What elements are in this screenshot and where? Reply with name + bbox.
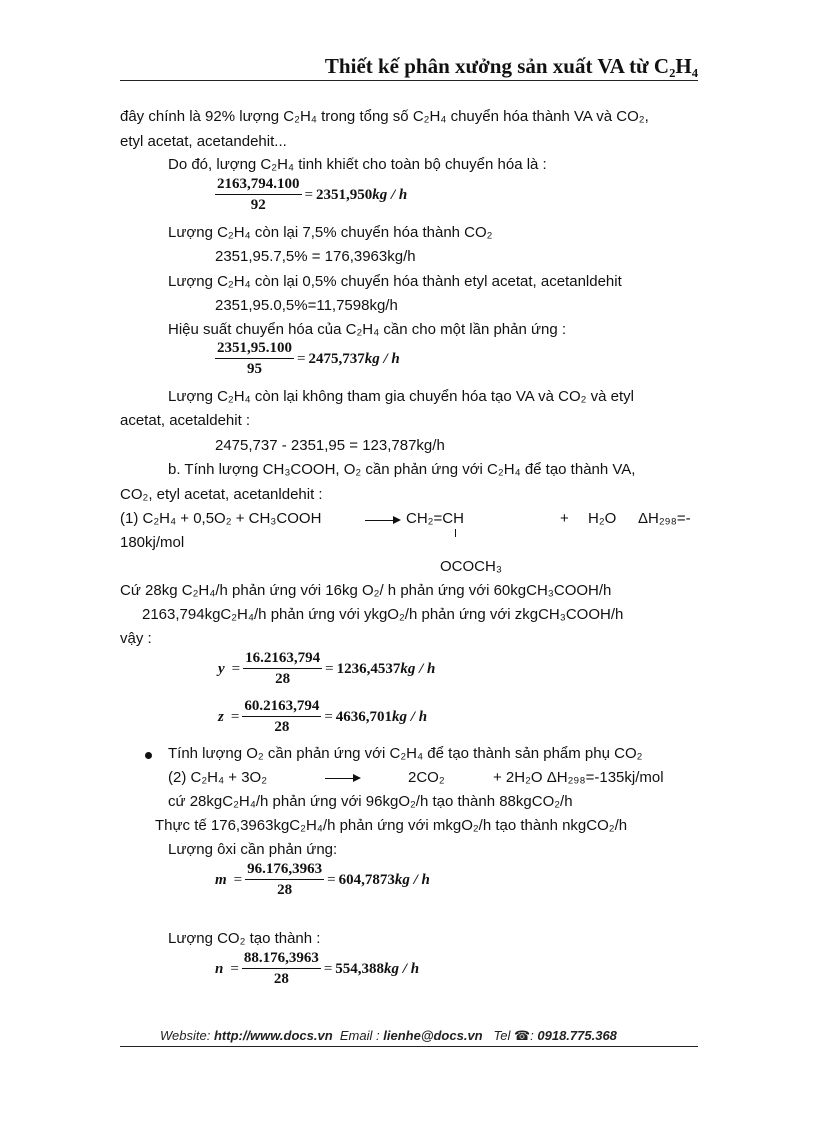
fraction-denominator: 28 (275, 671, 291, 687)
fraction-result: 604,7873 (338, 871, 395, 888)
header-rule (120, 80, 698, 81)
fraction-denominator: 28 (277, 882, 293, 898)
footer-rule (120, 1046, 698, 1047)
fraction-unit: kg / h (384, 960, 420, 977)
fraction-unit: kg / h (364, 350, 400, 367)
fraction-numerator: 96.176,3963 (245, 861, 324, 880)
text-line: Thực tế 176,3963kgC₂H₄/h phản ứng với mkgO₂/h tạo thành nkgCO₂/h (155, 817, 628, 834)
fraction-unit: kg / h (372, 186, 408, 203)
fraction-denominator: 28 (273, 971, 289, 987)
formula-conversion-efficiency (215, 340, 400, 378)
fraction-variable: n (215, 960, 224, 977)
page-footer (160, 1028, 617, 1044)
text-line: đây chính là 92% lượng C₂H₄ trong tổng số C₂H₄ chuyển hóa thành VA và CO₂, (120, 108, 649, 125)
text-line: 2475,737 - 2351,95 = 123,787kg/h (215, 437, 445, 454)
text-line: Lượng C₂H₄ còn lại không tham gia chuyển hóa tạo VA và CO₂ và etyl (168, 388, 634, 405)
fraction-denominator: 95 (247, 361, 262, 377)
footer-email-label: Email : (339, 1028, 380, 1043)
formula-y (218, 650, 435, 688)
equals-sign: = (327, 871, 336, 888)
equals-sign: = (233, 871, 243, 888)
equals-sign: = (304, 186, 313, 203)
formula-total-c2h4 (215, 176, 407, 214)
fraction-numerator: 16.2163,794 (243, 650, 322, 669)
reaction1-enthalpy: ΔH₂₉₈=- (638, 510, 691, 527)
formula-m (215, 861, 430, 899)
footer-website-label: Website: (160, 1028, 211, 1043)
text-line: Do đó, lượng C₂H₄ tinh khiết cho toàn bộ chuyển hóa là : (168, 156, 547, 173)
footer-email-link[interactable]: lienhe@docs.vn (383, 1028, 483, 1043)
text-line: 2163,794kgC₂H₄/h phản ứng với ykgO₂/h phản ứng với zkgCH₃COOH/h (142, 606, 624, 623)
footer-tel: 0918.775.368 (537, 1028, 617, 1043)
reaction2-co2: 2CO₂ (408, 769, 445, 786)
equals-sign: = (325, 660, 334, 677)
fraction-unit: kg / h (392, 708, 428, 725)
fraction-result: 4636,701 (335, 708, 393, 725)
fraction-numerator: 60.2163,794 (242, 698, 321, 717)
equals-sign: = (297, 350, 306, 367)
equals-sign: = (231, 660, 241, 677)
reaction1-plus: + (560, 510, 569, 527)
text-line: Tính lượng O₂ cần phản ứng với C₂H₄ để tạo thành sản phẩm phụ CO₂ (168, 745, 643, 762)
fraction-numerator: 88.176,3963 (242, 950, 321, 969)
fraction-variable: m (215, 871, 227, 888)
reaction1-substituent: OCOCH₃ (440, 558, 502, 575)
equals-sign: = (324, 708, 333, 725)
equals-sign: = (230, 960, 239, 977)
text-line: 2351,95.0,5%=11,7598kg/h (215, 297, 398, 314)
fraction-result: 1236,4537 (336, 660, 401, 677)
fraction-denominator: 92 (250, 197, 266, 213)
text-line: Hiệu suất chuyển hóa của C₂H₄ cần cho một lần phản ứng : (168, 321, 567, 338)
text-line: Lượng C₂H₄ còn lại 7,5% chuyển hóa thành CO₂ (168, 224, 493, 241)
fraction-result: 2475,737 (308, 350, 365, 367)
text-line: Cứ 28kg C₂H₄/h phản ứng với 16kg O₂/ h phản ứng với 60kgCH₃COOH/h (120, 582, 612, 599)
reaction1-reactants: (1) C₂H₄ + 0,5O₂ + CH₃COOH (120, 510, 322, 527)
text-line: Lượng C₂H₄ còn lại 0,5% chuyển hóa thành etyl acetat, acetanldehit (168, 273, 622, 290)
formula-z (218, 698, 427, 736)
fraction-result: 2351,950 (315, 186, 373, 203)
bullet-icon (145, 752, 152, 759)
text-line: cứ 28kgC₂H₄/h phản ứng với 96kgO₂/h tạo thành 88kgCO₂/h (168, 793, 573, 810)
text-line: vậy : (120, 630, 152, 647)
text-line: Lượng CO₂ tạo thành : (168, 930, 321, 947)
fraction-numerator: 2163,794.100 (215, 176, 302, 195)
footer-website-link[interactable]: http://www.docs.vn (213, 1028, 333, 1043)
equals-sign: = (230, 708, 240, 725)
page-header-title: Thiết kế phân xưởng sản xuất VA từ C₂H₄ (324, 54, 698, 78)
text-line: 2351,95.7,5% = 176,3963kg/h (215, 248, 416, 265)
fraction-variable: y (218, 660, 225, 677)
text-line: b. Tính lượng CH₃COOH, O₂ cần phản ứng với C₂H₄ để tạo thành VA, (168, 461, 636, 478)
reaction1-water: H₂O (588, 510, 617, 527)
reaction-arrow-icon (325, 778, 359, 779)
reaction1-product: CH₂=CH (406, 510, 464, 527)
fraction-denominator: 28 (274, 719, 290, 735)
fraction-numerator: 2351,95.100 (215, 340, 294, 359)
formula-n (215, 950, 419, 988)
fraction-unit: kg / h (394, 871, 430, 888)
text-line: Lượng ôxi cần phản ứng: (168, 841, 338, 858)
footer-tel-label: Tel ☎: (493, 1028, 534, 1043)
reaction1-enthalpy-cont: 180kj/mol (120, 534, 185, 551)
fraction-variable: z (218, 708, 224, 725)
reaction2-reactants: (2) C₂H₄ + 3O₂ (168, 769, 268, 786)
bond-line (455, 529, 456, 537)
equals-sign: = (323, 960, 333, 977)
text-line: CO₂, etyl acetat, acetanldehit : (120, 486, 323, 503)
reaction2-rest: + 2H₂O ΔH₂₉₈=-135kj/mol (493, 769, 664, 786)
fraction-result: 554,388 (335, 960, 385, 977)
text-line: acetat, acetaldehit : (120, 412, 251, 429)
reaction-arrow-icon (365, 520, 399, 521)
fraction-unit: kg / h (400, 660, 436, 677)
text-line: etyl acetat, acetandehit... (120, 133, 287, 150)
